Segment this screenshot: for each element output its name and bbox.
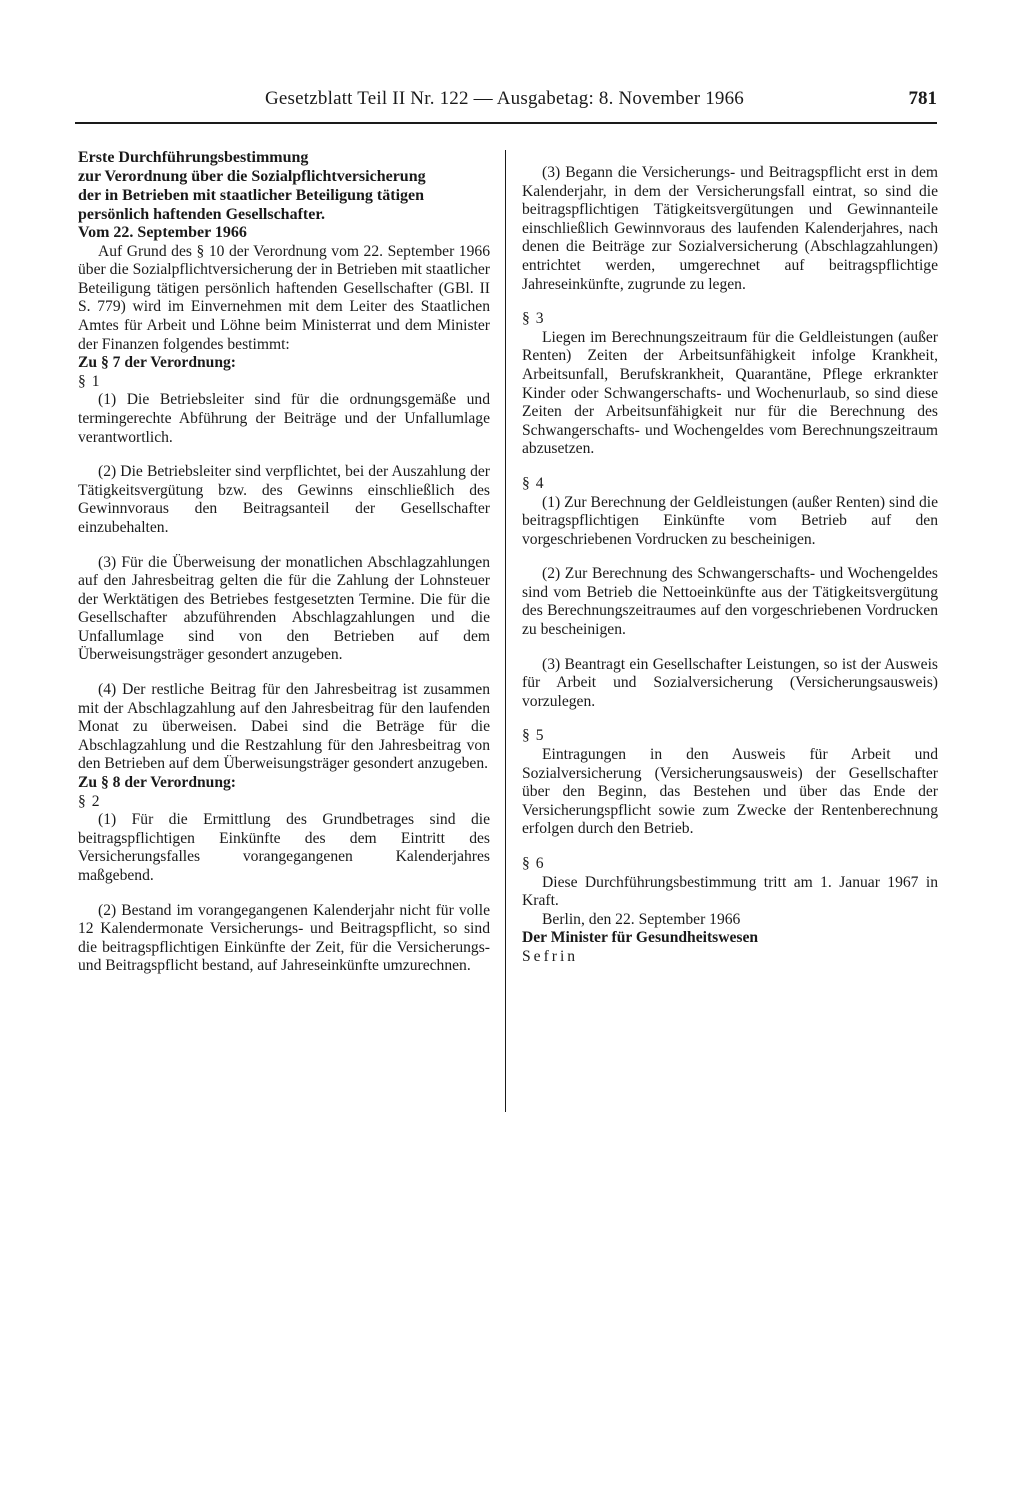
paragraph: Liegen im Berechnungszeitraum für die Geldleistungen (außer Renten) Zeiten der Arbeitsunfähigkeit infolge Krankheit, Arbeitsunfall, Berufskrankheit, Quarantäne, Pflege erkrankter Kinder oder Schwangerschafts- und Wochenurlaub, so sind diese Zeiten der Arbeitsunfähigkeit nur für die Berechnung des Schwangerschafts- und Wochengeldes vom Berechnungszeitraum abzusetzen. [522,328,938,458]
gazette-header: Gesetzblatt Teil II Nr. 122 — Ausgabetag: 8. November 1966 [265,88,745,109]
paragraph: (2) Bestand im vorangegangenen Kalenderjahr nicht für volle 12 Kalendermonate Versicherungs- und Beitragspflicht, so sind die beitragspflichtigen Einkünfte der Zeit, für die Versicherungs- und Beitragspflicht bestand, auf Jahreseinkünfte umzurechnen. [78,901,490,975]
preamble-paragraph: Auf Grund des § 10 der Verordnung vom 22. September 1966 über die Sozialpflichtversicherung der in Betrieben mit staatlicher Beteiligung tätigen persönlich haftenden Gesellschafter (GBl. II S. 779) wird im Einvernehmen mit dem Leiter des Staatlichen Amtes für Arbeit und Löhne beim Ministerrat und dem Minister der Finanzen folgendes bestimmt: [78,242,490,353]
paragraph: (3) Für die Überweisung der monatlichen Abschlagzahlungen auf den Jahresbeitrag gelten die für die Zahlung der Lohnsteuer der Werktätigen des Betriebes festgesetzten Termine. Die für die Gesellschafter abzuführenden Abschlagzahlungen und die Unfallumlage sind von den Betrieben auf dem Überweisungsträger gesondert anzugeben. [78,553,490,664]
subheading-zu-7: Zu § 7 der Verordnung: [78,354,237,372]
paragraph: (3) Beantragt ein Gesellschafter Leistungen, so ist der Ausweis für Arbeit und Sozialversicherung (Versicherungsausweis) vorzulegen. [522,655,938,710]
document-date: Vom 22. September 1966 [78,224,247,241]
header-rule [75,122,937,124]
document-title-line: Erste Durchführungsbestimmung [78,149,309,166]
signatory-name: Sefrin [522,947,579,965]
paragraph: (1) Zur Berechnung der Geldleistungen (außer Renten) sind die beitragspflichtigen Einkünfte vom Betrieb auf den vorgeschriebenen Vordrucken zu bescheinigen. [522,493,938,548]
section-heading: § 4 [522,474,545,492]
paragraph: (1) Für die Ermittlung des Grundbetrages sind die beitragspflichtigen Einkünfte des dem Eintritt des Versicherungsfalles vorangegangenen Kalenderjahres maßgebend. [78,811,490,884]
section-heading: § 2 [78,792,101,810]
place-and-date: Berlin, den 22. September 1966 [542,910,741,928]
section-heading: § 5 [522,727,545,745]
page-number: 781 [908,88,937,109]
section-heading: § 3 [522,310,545,328]
paragraph: Diese Durchführungsbestimmung tritt am 1. Januar 1967 in Kraft. [522,873,938,910]
document-title-line: persönlich haftenden Gesellschafter. [78,206,325,223]
paragraph: (4) Der restliche Beitrag für den Jahresbeitrag ist zusammen mit der Abschlagzahlung auf den Jahresbeitrag für den laufenden Monat zu überweisen. Dabei sind die Beträge für die Abschlagzahlung und die Restzahlung für den Jahresbeitrag von den Betrieben auf dem Überweisungsträger gesondert anzugeben. [78,681,490,773]
column-divider [505,150,506,1112]
document-title-line: der in Betrieben mit staatlicher Beteiligung tätigen [78,187,425,204]
paragraph: (2) Zur Berechnung des Schwangerschafts- und Wochengeldes sind vom Betrieb die Nettoeinkünfte aus der Tätigkeitsvergütung des Berechnungszeitraumes auf den vorgeschriebenen Vordrucken zu bescheinigen. [522,565,938,639]
page-header [75,88,937,116]
paragraph: Eintragungen in den Ausweis für Arbeit und Sozialversicherung (Versicherungsausweis) der Gesellschafter über den Beginn, das Bestehen und über das Ende der Versicherungspflicht sowie zum Zwecke der Rentenberechnung erfolgen durch den Betrieb. [522,746,938,838]
paragraph: (3) Begann die Versicherungs- und Beitragspflicht erst in dem Kalenderjahr, in dem der Versicherungsfall eintrat, so sind die beitragspflichtigen Tätigkeitsvergütungen und Gewinnanteile einschließlich Gewinnvoraus des laufenden Kalenderjahres, nach denen die Beiträge zur Sozialversicherung (Abschlagzahlungen) entrichtet werden, umgerechnet auf beitragspflichtige Jahreseinkünfte, zugrunde zu legen. [522,164,938,293]
document-title-line: zur Verordnung über die Sozialpflichtversicherung [78,168,426,185]
paragraph: (1) Die Betriebsleiter sind für die ordnungsgemäße und termingerechte Abführung der Beiträge und der Unfallumlage verantwortlich. [78,391,490,446]
signatory-title: Der Minister für Gesundheitswesen [522,929,759,947]
left-column [78,148,490,976]
paragraph: (2) Die Betriebsleiter sind verpflichtet, bei der Auszahlung der Tätigkeitsvergütung bzw. des Gewinns einschließlich des Gewinnvoraus den Beitragsanteil der Gesellschafter einzubehalten. [78,463,490,536]
section-heading: § 1 [78,372,101,390]
subheading-zu-8: Zu § 8 der Verordnung: [78,774,237,792]
section-heading: § 6 [522,855,545,872]
right-column [522,148,938,967]
